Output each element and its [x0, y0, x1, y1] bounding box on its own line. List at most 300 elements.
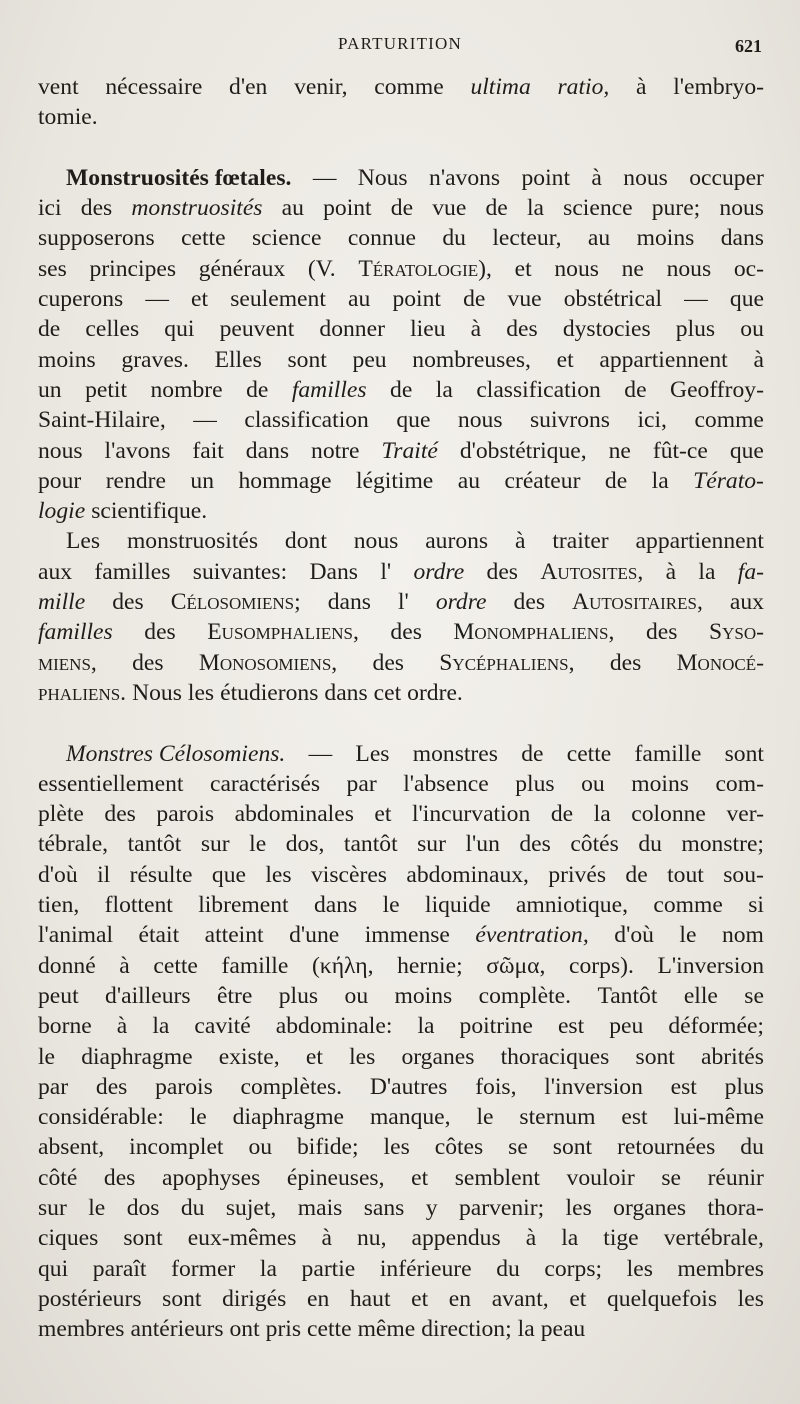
- word: sur: [38, 1194, 67, 1221]
- paragraph-gap: [38, 133, 764, 163]
- word: (V.: [307, 255, 336, 282]
- body-text: [38, 72, 764, 1344]
- word: et: [569, 1285, 587, 1312]
- word: d'une: [289, 922, 340, 949]
- text-line: [38, 223, 764, 253]
- word: nombreuses,: [412, 346, 531, 373]
- text-line: [38, 1042, 764, 1072]
- word: peau: [540, 1316, 586, 1343]
- word: cuperons: [38, 286, 124, 313]
- word: postérieurs: [38, 1285, 142, 1312]
- word: et: [305, 1043, 323, 1070]
- word: de: [390, 376, 413, 403]
- word: aux: [729, 589, 764, 616]
- word: moins: [631, 770, 689, 797]
- word: Térato-: [693, 467, 764, 494]
- word: ici,: [637, 407, 667, 434]
- word: borne: [38, 1013, 92, 1040]
- text-line: [38, 163, 764, 193]
- word: miens,: [38, 649, 97, 676]
- word: com-: [715, 770, 764, 797]
- word: cet: [373, 679, 402, 706]
- word: scientifique.: [91, 498, 208, 525]
- word: vouloir: [566, 1164, 635, 1191]
- text-line: [38, 72, 764, 102]
- word: Elles: [214, 346, 262, 373]
- word: sur: [200, 831, 230, 858]
- word: Dans: [309, 558, 358, 585]
- word: un: [190, 467, 215, 494]
- word: dans: [327, 589, 371, 616]
- word: partie: [301, 1255, 356, 1282]
- word: absent,: [38, 1134, 105, 1161]
- text-line: [38, 981, 764, 1011]
- word: direction;: [421, 1316, 512, 1343]
- text-line: [38, 102, 764, 132]
- word: de: [550, 801, 574, 828]
- word: Traité: [381, 437, 438, 464]
- word: sont: [162, 1285, 202, 1312]
- word: librement: [198, 892, 289, 919]
- word: nous: [353, 528, 399, 555]
- word: comme: [374, 74, 444, 100]
- word: familles: [291, 376, 367, 403]
- word: lecteur,: [492, 225, 562, 252]
- word: traiter: [552, 528, 609, 555]
- word: les: [737, 1285, 764, 1312]
- word: dos,: [285, 831, 325, 858]
- word: des: [486, 558, 518, 585]
- text-line: [38, 648, 764, 678]
- word: Célosomiens;: [170, 589, 301, 616]
- word: ou: [740, 316, 764, 343]
- word: retournées: [617, 1134, 716, 1161]
- text-line: [38, 1132, 764, 1162]
- word: des: [519, 831, 551, 858]
- text-line: [38, 678, 764, 708]
- word: tout: [667, 861, 704, 888]
- word: se: [661, 1164, 681, 1191]
- word: créateur: [504, 467, 581, 494]
- word: nous: [719, 195, 764, 222]
- word: ici: [38, 195, 62, 222]
- word: du: [638, 831, 662, 858]
- word: à: [591, 164, 602, 191]
- word: —: [308, 740, 333, 767]
- word: la: [593, 801, 611, 828]
- word: l'absence: [403, 770, 489, 797]
- word: des: [513, 589, 545, 616]
- word: d'ailleurs: [105, 982, 191, 1009]
- text-line: [38, 920, 764, 950]
- word: la: [517, 1316, 535, 1343]
- word: cette: [566, 740, 612, 767]
- text-line: [38, 314, 764, 344]
- word: le: [476, 1104, 494, 1131]
- word: dans: [245, 437, 290, 464]
- word: à: [636, 74, 647, 100]
- word: pris: [265, 1316, 302, 1343]
- word: Tantôt: [597, 982, 658, 1009]
- word: amniotique,: [515, 892, 628, 919]
- word: famille: [221, 952, 289, 979]
- paragraph: [38, 739, 764, 1345]
- word: familles: [94, 558, 171, 585]
- word: de: [246, 376, 269, 403]
- word: du: [496, 1255, 520, 1282]
- word: le: [679, 922, 697, 949]
- word: thora-: [707, 1194, 764, 1221]
- word: donner: [319, 316, 385, 343]
- word: l'un: [465, 831, 500, 858]
- word: la: [435, 376, 453, 403]
- word: Monstruosités fœtales.: [66, 164, 292, 191]
- word: dos: [126, 1194, 160, 1221]
- word: privés: [548, 861, 607, 888]
- text-line: [38, 436, 764, 466]
- word: par: [346, 770, 377, 797]
- word: légitime: [355, 467, 434, 494]
- word: de: [390, 195, 414, 222]
- word: le: [249, 831, 267, 858]
- word: des: [645, 619, 678, 646]
- word: vue: [432, 195, 467, 222]
- word: dirigés: [222, 1285, 287, 1312]
- word: mais: [297, 1194, 343, 1221]
- text-line: [38, 193, 764, 223]
- word: que: [211, 861, 246, 888]
- word: complète.: [478, 982, 572, 1009]
- word: de: [521, 740, 544, 767]
- word: hernie;: [397, 952, 463, 979]
- word: monstres: [412, 740, 498, 767]
- word: dystocies: [562, 316, 651, 343]
- word: la: [259, 1255, 277, 1282]
- word: σῶμα,: [486, 952, 546, 979]
- page-number: 621: [735, 36, 762, 56]
- word: à: [116, 1013, 128, 1040]
- text-line: [38, 557, 764, 587]
- word: de: [485, 195, 508, 222]
- word: plus: [278, 982, 319, 1009]
- word: Sycéphaliens,: [439, 649, 575, 676]
- word: Geoffroy-: [670, 376, 764, 403]
- word: tébrale,: [38, 831, 109, 858]
- word: peu: [352, 346, 387, 373]
- word: donné: [38, 952, 96, 979]
- word: parois: [156, 801, 215, 828]
- word: dans: [313, 892, 358, 919]
- word: et: [411, 1285, 429, 1312]
- word: et: [514, 255, 532, 282]
- word: ou: [581, 770, 605, 797]
- word: être: [216, 982, 253, 1009]
- word: et: [374, 801, 392, 828]
- paragraph: [38, 163, 764, 527]
- word: (κήλη,: [311, 952, 374, 979]
- paragraph: [38, 526, 764, 708]
- word: aurons: [425, 528, 489, 555]
- word: ultima: [470, 74, 531, 100]
- word: existe,: [218, 1043, 280, 1070]
- word: apophyses: [161, 1164, 261, 1191]
- word: rendre: [105, 467, 166, 494]
- word: sternum: [519, 1104, 596, 1131]
- word: l'animal: [38, 922, 114, 949]
- word: qui: [38, 1255, 69, 1282]
- word: n'avons: [429, 164, 501, 191]
- word: Monomphaliens,: [453, 619, 615, 646]
- word: la: [526, 195, 544, 222]
- word: au: [348, 286, 371, 313]
- word: de: [38, 316, 61, 343]
- word: complètes.: [240, 1073, 343, 1100]
- text-line: [38, 526, 764, 556]
- word: abdominaux,: [406, 861, 529, 888]
- word: du: [442, 225, 466, 252]
- word: ses: [38, 255, 67, 282]
- word: est: [557, 1013, 585, 1040]
- word: même: [357, 1316, 416, 1343]
- word: point: [521, 164, 571, 191]
- word: les: [265, 861, 292, 888]
- word: famille: [634, 740, 702, 767]
- word: à: [119, 952, 130, 979]
- word: liquide: [425, 892, 491, 919]
- word: nu,: [357, 1225, 387, 1252]
- text-line: [38, 769, 764, 799]
- word: peut: [38, 982, 79, 1009]
- word: des: [506, 316, 538, 343]
- word: des: [372, 649, 404, 676]
- word: supposerons: [38, 225, 155, 252]
- word: fois,: [475, 1073, 517, 1100]
- word: des: [609, 649, 642, 676]
- word: plus: [724, 1073, 764, 1100]
- paragraph-gap: [38, 708, 764, 738]
- word: l'incurvation: [412, 801, 531, 828]
- word: côtés: [570, 831, 619, 858]
- word: ordre: [413, 558, 465, 585]
- word: sont: [123, 1225, 163, 1252]
- word: considérable:: [38, 1104, 164, 1131]
- word: la: [698, 558, 716, 585]
- page-header: [38, 34, 762, 60]
- word: Autosites,: [540, 558, 644, 585]
- word: manque,: [369, 1104, 451, 1131]
- word: d'où: [614, 922, 654, 949]
- word: caractérisés: [209, 770, 321, 797]
- text-line: [38, 405, 764, 435]
- word: nous: [38, 437, 83, 464]
- text-line: [38, 1314, 764, 1344]
- text-line: [38, 1223, 764, 1253]
- word: lui-même: [673, 1104, 764, 1131]
- word: par: [38, 1073, 69, 1100]
- word: les: [565, 1194, 592, 1221]
- word: comme: [694, 407, 764, 434]
- word: côtes: [434, 1134, 484, 1161]
- word: côté: [38, 1164, 78, 1191]
- word: à: [665, 558, 677, 585]
- word: classification: [244, 407, 369, 434]
- word: ordre.: [407, 679, 463, 706]
- word: fa-: [737, 558, 764, 585]
- word: Eusomphaliens,: [207, 619, 359, 646]
- word: l': [380, 558, 392, 585]
- text-line: [38, 254, 764, 284]
- word: à: [525, 1225, 537, 1252]
- word: tien,: [38, 892, 80, 919]
- word: thoraciques: [500, 1043, 610, 1070]
- word: au: [281, 195, 304, 222]
- word: monstre;: [681, 831, 764, 858]
- word: membres: [677, 1255, 764, 1282]
- word: obstétrical: [563, 286, 663, 313]
- word: corps;: [544, 1255, 603, 1282]
- word: immense: [364, 922, 450, 949]
- word: essentiellement: [38, 770, 184, 797]
- word: principes: [89, 255, 177, 282]
- word: former: [171, 1255, 236, 1282]
- word: de: [625, 861, 648, 888]
- word: monstruosités: [126, 528, 259, 555]
- word: d'obstétrique,: [459, 437, 587, 464]
- word: déformée;: [668, 1013, 764, 1040]
- word: poitrine: [459, 1013, 533, 1040]
- word: peuvent: [219, 316, 295, 343]
- word: sont: [552, 1134, 593, 1161]
- word: inférieure: [379, 1255, 472, 1282]
- word: en: [306, 1285, 330, 1312]
- word: lieu: [410, 316, 446, 343]
- word: petit: [85, 376, 128, 403]
- word: D'autres: [369, 1073, 448, 1100]
- word: des: [80, 195, 113, 222]
- word: l': [397, 589, 409, 616]
- word: ver-: [726, 801, 764, 828]
- word: des: [144, 619, 176, 646]
- word: éventration,: [475, 922, 589, 949]
- word: était: [138, 922, 180, 949]
- word: les: [383, 1134, 410, 1161]
- word: épineuses,: [286, 1164, 385, 1191]
- word: paraît: [92, 1255, 147, 1282]
- word: haut: [349, 1285, 391, 1312]
- word: à: [753, 346, 764, 373]
- word: du: [740, 1134, 764, 1161]
- word: est: [621, 1104, 648, 1131]
- word: résulte: [129, 861, 193, 888]
- word: colonne: [631, 801, 706, 828]
- word: familles: [38, 619, 113, 646]
- word: aux: [38, 558, 73, 585]
- text-line: [38, 1254, 764, 1284]
- word: l'embryo-: [673, 74, 764, 100]
- text-line: [38, 951, 764, 981]
- word: le: [38, 1043, 56, 1070]
- word: la: [561, 1225, 579, 1252]
- word: avant,: [491, 1285, 549, 1312]
- word: le: [88, 1194, 106, 1221]
- word: parois: [155, 1073, 213, 1100]
- text-line: [38, 466, 764, 496]
- word: Monocé-: [676, 649, 764, 676]
- word: corps).: [569, 952, 634, 979]
- word: l'inversion: [544, 1073, 643, 1100]
- word: classification: [476, 376, 601, 403]
- paragraph: [38, 72, 764, 133]
- word: en: [448, 1285, 472, 1312]
- word: Tératologie),: [358, 255, 492, 282]
- word: vue: [507, 286, 542, 313]
- word: Les: [66, 528, 101, 555]
- word: d'en: [229, 74, 268, 100]
- word: dans: [720, 225, 764, 252]
- text-line: [38, 739, 764, 769]
- word: appartiennent: [599, 346, 728, 373]
- word: appartiennent: [635, 528, 764, 555]
- word: l'avons: [104, 437, 171, 464]
- word: à: [470, 316, 482, 343]
- word: cette: [181, 225, 226, 252]
- word: —: [312, 164, 337, 191]
- word: diaphragme: [81, 1043, 193, 1070]
- word: nécessaire: [105, 74, 203, 100]
- text-line: [38, 1163, 764, 1193]
- word: qui: [164, 316, 195, 343]
- text-line: [38, 345, 764, 375]
- word: quelquefois: [606, 1285, 718, 1312]
- word: ne: [608, 437, 631, 464]
- word: un: [38, 376, 62, 403]
- word: eux-mêmes: [187, 1225, 297, 1252]
- word: organes: [613, 1194, 687, 1221]
- word: sont: [635, 1043, 675, 1070]
- word: nombre: [150, 376, 223, 403]
- word: diaphragme: [232, 1104, 345, 1131]
- word: de: [463, 286, 486, 313]
- word: moins: [636, 225, 695, 252]
- word: hommage: [238, 467, 332, 494]
- word: est: [670, 1073, 697, 1100]
- word: dans: [324, 679, 368, 706]
- word: logie: [38, 498, 86, 525]
- text-line: [38, 284, 764, 314]
- word: fait: [192, 437, 224, 464]
- word: le: [382, 892, 400, 919]
- word: d'où: [38, 861, 78, 888]
- word: cette: [307, 1316, 352, 1343]
- word: monstruosités: [131, 195, 263, 222]
- word: elle: [683, 982, 718, 1009]
- word: étudierons: [220, 679, 319, 706]
- word: les: [626, 1255, 653, 1282]
- word: celles: [85, 316, 140, 343]
- word: tantôt: [127, 831, 182, 858]
- word: science: [252, 225, 322, 252]
- word: incomplet: [129, 1134, 224, 1161]
- word: de: [624, 376, 647, 403]
- word: suivantes:: [192, 558, 288, 585]
- word: semblent: [454, 1164, 540, 1191]
- word: suivrons: [530, 407, 610, 434]
- word: abdominale:: [275, 1013, 393, 1040]
- word: se: [744, 982, 764, 1009]
- text-line: [38, 1011, 764, 1041]
- text-line: [38, 1072, 764, 1102]
- word: il: [97, 861, 111, 888]
